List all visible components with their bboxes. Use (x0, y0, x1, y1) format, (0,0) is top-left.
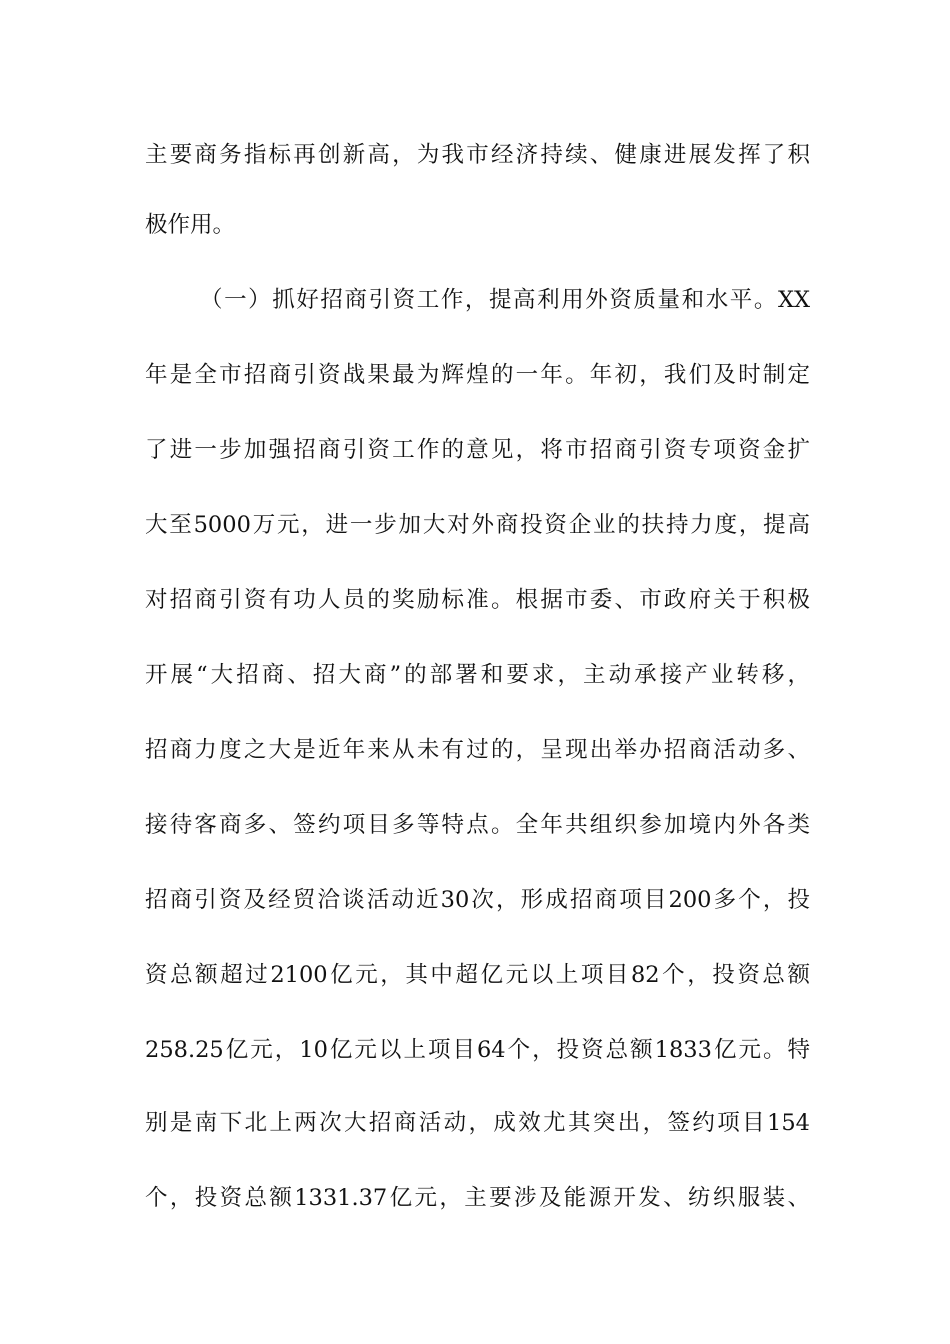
paragraph-line: 年是全市招商引资战果最为辉煌的一年。年初，我们及时制定 (145, 362, 810, 388)
paragraph-line: 招商力度之大是近年来从未有过的，呈现出举办招商活动多、 (145, 737, 810, 763)
paragraph-line: 主要商务指标再创新高，为我市经济持续、健康进展发挥了积 (145, 142, 810, 168)
paragraph-line: 招商引资及经贸洽谈活动近30次，形成招商项目200多个，投 (145, 887, 810, 913)
paragraph-line: 对招商引资有功人员的奖励标准。根据市委、市政府关于积极 (145, 587, 810, 613)
section-heading-line: （一）抓好招商引资工作，提高利用外资质量和水平。XX (200, 287, 810, 313)
paragraph-line: 接待客商多、签约项目多等特点。全年共组织参加境内外各类 (145, 812, 810, 838)
paragraph-line: 了进一步加强招商引资工作的意见，将市招商引资专项资金扩 (145, 437, 810, 463)
paragraph-line: 大至5000万元，进一步加大对外商投资企业的扶持力度，提高 (145, 512, 810, 538)
paragraph-line: 资总额超过2100亿元，其中超亿元以上项目82个，投资总额 (145, 962, 810, 988)
paragraph-line: 开展“大招商、招大商”的部署和要求，主动承接产业转移， (145, 662, 810, 688)
paragraph-line: 个，投资总额1331.37亿元，主要涉及能源开发、纺织服装、 (145, 1185, 810, 1211)
paragraph-line: 别是南下北上两次大招商活动，成效尤其突出，签约项目154 (145, 1110, 810, 1136)
paragraph-line: 极作用。 (145, 212, 236, 238)
paragraph-line: 258.25亿元，10亿元以上项目64个，投资总额1833亿元。特 (145, 1037, 810, 1063)
